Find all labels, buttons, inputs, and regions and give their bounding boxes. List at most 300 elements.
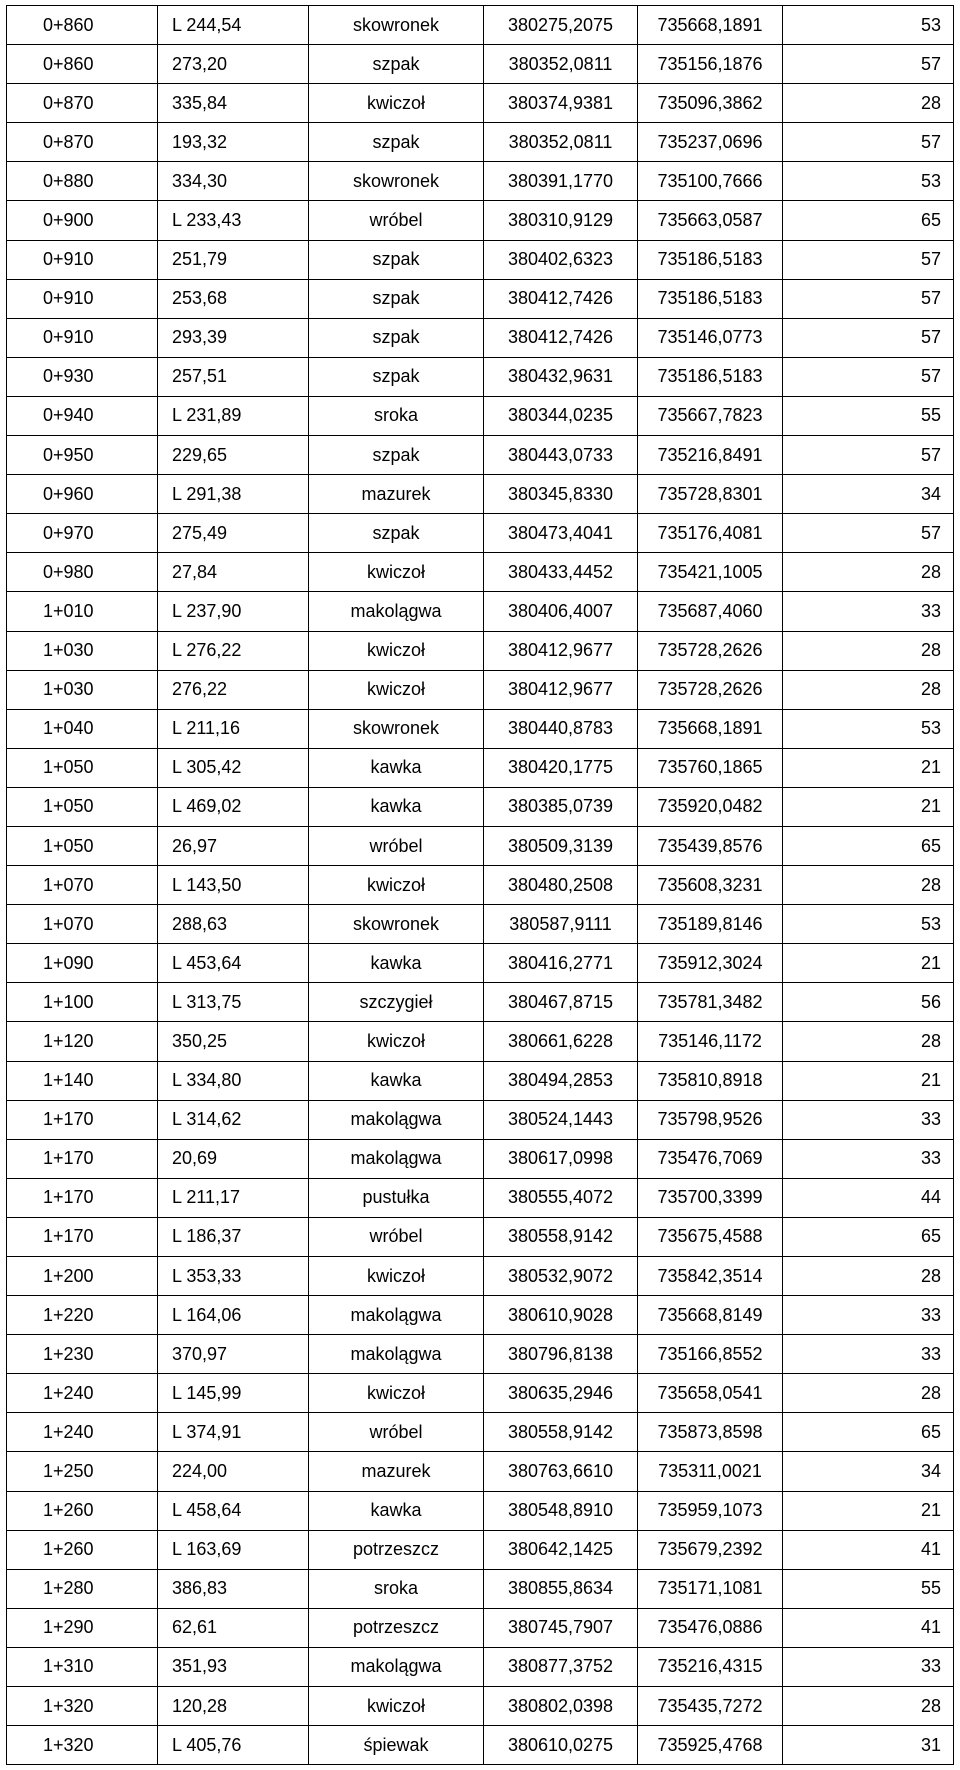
- number-cell: 21: [783, 787, 954, 826]
- species-cell: skowronek: [309, 709, 484, 748]
- table-body: [7, 6, 954, 1765]
- number-cell: 33: [783, 1100, 954, 1139]
- species-cell: szpak: [309, 357, 484, 396]
- species-cell: wróbel: [309, 826, 484, 865]
- distance-cell: 351,93: [158, 1647, 309, 1686]
- coord-x-cell: 380548,8910: [484, 1491, 638, 1530]
- table-row: [7, 6, 954, 45]
- number-cell: 53: [783, 709, 954, 748]
- coord-y-cell: 735146,1172: [638, 1022, 783, 1061]
- chainage-cell: 0+860: [7, 45, 158, 84]
- table-row: [7, 201, 954, 240]
- coord-x-cell: 380344,0235: [484, 396, 638, 435]
- coord-x-cell: 380412,9677: [484, 670, 638, 709]
- distance-cell: 335,84: [158, 84, 309, 123]
- number-cell: 57: [783, 318, 954, 357]
- number-cell: 57: [783, 279, 954, 318]
- coord-y-cell: 735421,1005: [638, 553, 783, 592]
- chainage-cell: 1+170: [7, 1217, 158, 1256]
- distance-cell: L 305,42: [158, 748, 309, 787]
- chainage-cell: 1+170: [7, 1139, 158, 1178]
- species-cell: sroka: [309, 1569, 484, 1608]
- chainage-cell: 0+930: [7, 357, 158, 396]
- table-row: [7, 357, 954, 396]
- species-cell: sroka: [309, 396, 484, 435]
- coord-y-cell: 735667,7823: [638, 396, 783, 435]
- table-row: [7, 396, 954, 435]
- coord-y-cell: 735146,0773: [638, 318, 783, 357]
- coord-x-cell: 380391,1770: [484, 162, 638, 201]
- chainage-cell: 1+100: [7, 983, 158, 1022]
- number-cell: 28: [783, 631, 954, 670]
- coord-y-cell: 735873,8598: [638, 1413, 783, 1452]
- coord-y-cell: 735798,9526: [638, 1100, 783, 1139]
- table-row: [7, 1217, 954, 1256]
- distance-cell: 251,79: [158, 240, 309, 279]
- coord-x-cell: 380494,2853: [484, 1061, 638, 1100]
- distance-cell: 253,68: [158, 279, 309, 318]
- coord-x-cell: 380661,6228: [484, 1022, 638, 1061]
- table-row: [7, 1608, 954, 1647]
- chainage-cell: 0+950: [7, 436, 158, 475]
- number-cell: 21: [783, 1491, 954, 1530]
- chainage-cell: 1+230: [7, 1335, 158, 1374]
- chainage-cell: 0+870: [7, 84, 158, 123]
- number-cell: 33: [783, 1647, 954, 1686]
- coord-x-cell: 380642,1425: [484, 1530, 638, 1569]
- table-row: [7, 592, 954, 631]
- coord-x-cell: 380443,0733: [484, 436, 638, 475]
- number-cell: 57: [783, 514, 954, 553]
- distance-cell: 275,49: [158, 514, 309, 553]
- distance-cell: 120,28: [158, 1687, 309, 1726]
- coord-x-cell: 380420,1775: [484, 748, 638, 787]
- table-row: [7, 944, 954, 983]
- coord-y-cell: 735096,3862: [638, 84, 783, 123]
- distance-cell: 20,69: [158, 1139, 309, 1178]
- chainage-cell: 1+170: [7, 1178, 158, 1217]
- table-row: [7, 787, 954, 826]
- coord-x-cell: 380345,8330: [484, 475, 638, 514]
- distance-cell: 62,61: [158, 1608, 309, 1647]
- species-cell: szpak: [309, 279, 484, 318]
- number-cell: 33: [783, 592, 954, 631]
- table-row: [7, 748, 954, 787]
- coord-y-cell: 735189,8146: [638, 905, 783, 944]
- species-cell: wróbel: [309, 201, 484, 240]
- number-cell: 21: [783, 944, 954, 983]
- coord-y-cell: 735959,1073: [638, 1491, 783, 1530]
- coord-y-cell: 735156,1876: [638, 45, 783, 84]
- number-cell: 65: [783, 1413, 954, 1452]
- table-row: [7, 475, 954, 514]
- coord-x-cell: 380433,4452: [484, 553, 638, 592]
- coord-y-cell: 735925,4768: [638, 1726, 783, 1765]
- species-cell: kwiczoł: [309, 553, 484, 592]
- coord-y-cell: 735668,1891: [638, 709, 783, 748]
- coord-y-cell: 735675,4588: [638, 1217, 783, 1256]
- species-cell: wróbel: [309, 1413, 484, 1452]
- number-cell: 41: [783, 1608, 954, 1647]
- number-cell: 55: [783, 1569, 954, 1608]
- coord-y-cell: 735435,7272: [638, 1687, 783, 1726]
- distance-cell: 276,22: [158, 670, 309, 709]
- coord-y-cell: 735663,0587: [638, 201, 783, 240]
- number-cell: 57: [783, 45, 954, 84]
- number-cell: 44: [783, 1178, 954, 1217]
- species-cell: kwiczoł: [309, 84, 484, 123]
- chainage-cell: 1+070: [7, 866, 158, 905]
- number-cell: 28: [783, 553, 954, 592]
- table-row: [7, 1335, 954, 1374]
- coord-y-cell: 735186,5183: [638, 357, 783, 396]
- distance-cell: 273,20: [158, 45, 309, 84]
- coord-x-cell: 380610,0275: [484, 1726, 638, 1765]
- distance-cell: L 211,16: [158, 709, 309, 748]
- number-cell: 53: [783, 162, 954, 201]
- species-cell: kwiczoł: [309, 670, 484, 709]
- chainage-cell: 1+090: [7, 944, 158, 983]
- coord-y-cell: 735687,4060: [638, 592, 783, 631]
- distance-cell: L 276,22: [158, 631, 309, 670]
- distance-cell: L 237,90: [158, 592, 309, 631]
- table-row: [7, 514, 954, 553]
- number-cell: 33: [783, 1139, 954, 1178]
- table-row: [7, 1296, 954, 1335]
- table-row: [7, 1687, 954, 1726]
- distance-cell: L 458,64: [158, 1491, 309, 1530]
- coord-y-cell: 735166,8552: [638, 1335, 783, 1374]
- coord-x-cell: 380412,7426: [484, 318, 638, 357]
- chainage-cell: 1+200: [7, 1257, 158, 1296]
- coord-y-cell: 735216,8491: [638, 436, 783, 475]
- species-cell: potrzeszcz: [309, 1530, 484, 1569]
- distance-cell: L 374,91: [158, 1413, 309, 1452]
- chainage-cell: 1+040: [7, 709, 158, 748]
- coord-x-cell: 380440,8783: [484, 709, 638, 748]
- species-cell: szpak: [309, 45, 484, 84]
- number-cell: 28: [783, 1687, 954, 1726]
- coord-y-cell: 735439,8576: [638, 826, 783, 865]
- table-row: [7, 162, 954, 201]
- number-cell: 28: [783, 866, 954, 905]
- distance-cell: L 233,43: [158, 201, 309, 240]
- distance-cell: L 313,75: [158, 983, 309, 1022]
- distance-cell: L 353,33: [158, 1257, 309, 1296]
- table-row: [7, 1530, 954, 1569]
- coord-x-cell: 380310,9129: [484, 201, 638, 240]
- chainage-cell: 0+870: [7, 123, 158, 162]
- coord-y-cell: 735679,2392: [638, 1530, 783, 1569]
- species-cell: kawka: [309, 1061, 484, 1100]
- chainage-cell: 1+290: [7, 1608, 158, 1647]
- distance-cell: 334,30: [158, 162, 309, 201]
- chainage-cell: 1+310: [7, 1647, 158, 1686]
- distance-cell: 350,25: [158, 1022, 309, 1061]
- distance-cell: L 334,80: [158, 1061, 309, 1100]
- table-row: [7, 1491, 954, 1530]
- chainage-cell: 0+910: [7, 279, 158, 318]
- chainage-cell: 0+860: [7, 6, 158, 45]
- distance-cell: L 163,69: [158, 1530, 309, 1569]
- coord-y-cell: 735920,0482: [638, 787, 783, 826]
- coord-x-cell: 380558,9142: [484, 1413, 638, 1452]
- coord-y-cell: 735912,3024: [638, 944, 783, 983]
- table-row: [7, 1647, 954, 1686]
- species-cell: makolągwa: [309, 1296, 484, 1335]
- table-row: [7, 1257, 954, 1296]
- coord-y-cell: 735186,5183: [638, 240, 783, 279]
- number-cell: 31: [783, 1726, 954, 1765]
- species-cell: makolągwa: [309, 1139, 484, 1178]
- table-row: [7, 905, 954, 944]
- number-cell: 34: [783, 475, 954, 514]
- chainage-cell: 1+050: [7, 826, 158, 865]
- chainage-cell: 1+050: [7, 748, 158, 787]
- species-cell: kawka: [309, 748, 484, 787]
- coord-y-cell: 735728,8301: [638, 475, 783, 514]
- number-cell: 28: [783, 84, 954, 123]
- distance-cell: L 314,62: [158, 1100, 309, 1139]
- number-cell: 21: [783, 748, 954, 787]
- coord-x-cell: 380352,0811: [484, 45, 638, 84]
- species-cell: potrzeszcz: [309, 1608, 484, 1647]
- coord-y-cell: 735700,3399: [638, 1178, 783, 1217]
- distance-cell: L 145,99: [158, 1374, 309, 1413]
- coord-x-cell: 380432,9631: [484, 357, 638, 396]
- number-cell: 28: [783, 670, 954, 709]
- table-row: [7, 670, 954, 709]
- chainage-cell: 1+070: [7, 905, 158, 944]
- coord-y-cell: 735781,3482: [638, 983, 783, 1022]
- distance-cell: 27,84: [158, 553, 309, 592]
- table-row: [7, 1061, 954, 1100]
- coord-x-cell: 380610,9028: [484, 1296, 638, 1335]
- table-row: [7, 84, 954, 123]
- distance-cell: 288,63: [158, 905, 309, 944]
- coord-x-cell: 380374,9381: [484, 84, 638, 123]
- coord-x-cell: 380587,9111: [484, 905, 638, 944]
- species-cell: śpiewak: [309, 1726, 484, 1765]
- number-cell: 57: [783, 240, 954, 279]
- species-cell: mazurek: [309, 475, 484, 514]
- coord-x-cell: 380558,9142: [484, 1217, 638, 1256]
- distance-cell: 26,97: [158, 826, 309, 865]
- species-cell: skowronek: [309, 162, 484, 201]
- coord-x-cell: 380796,8138: [484, 1335, 638, 1374]
- coord-x-cell: 380532,9072: [484, 1257, 638, 1296]
- number-cell: 33: [783, 1335, 954, 1374]
- table-row: [7, 45, 954, 84]
- distance-cell: 293,39: [158, 318, 309, 357]
- chainage-cell: 1+280: [7, 1569, 158, 1608]
- species-cell: kawka: [309, 1491, 484, 1530]
- table-row: [7, 240, 954, 279]
- species-cell: kawka: [309, 787, 484, 826]
- number-cell: 57: [783, 436, 954, 475]
- table-row: [7, 709, 954, 748]
- chainage-cell: 1+250: [7, 1452, 158, 1491]
- coord-x-cell: 380467,8715: [484, 983, 638, 1022]
- number-cell: 55: [783, 396, 954, 435]
- chainage-cell: 1+240: [7, 1374, 158, 1413]
- chainage-cell: 0+910: [7, 318, 158, 357]
- table-row: [7, 983, 954, 1022]
- coord-x-cell: 380855,8634: [484, 1569, 638, 1608]
- chainage-cell: 1+320: [7, 1726, 158, 1765]
- number-cell: 65: [783, 1217, 954, 1256]
- species-cell: makolągwa: [309, 1100, 484, 1139]
- table-row: [7, 866, 954, 905]
- table-row: [7, 1374, 954, 1413]
- coord-x-cell: 380763,6610: [484, 1452, 638, 1491]
- coord-x-cell: 380352,0811: [484, 123, 638, 162]
- number-cell: 21: [783, 1061, 954, 1100]
- coord-y-cell: 735476,7069: [638, 1139, 783, 1178]
- chainage-cell: 0+940: [7, 396, 158, 435]
- coord-y-cell: 735668,8149: [638, 1296, 783, 1335]
- species-cell: szpak: [309, 123, 484, 162]
- distance-cell: 224,00: [158, 1452, 309, 1491]
- coord-x-cell: 380877,3752: [484, 1647, 638, 1686]
- coord-x-cell: 380406,4007: [484, 592, 638, 631]
- number-cell: 28: [783, 1022, 954, 1061]
- species-cell: szpak: [309, 240, 484, 279]
- chainage-cell: 1+120: [7, 1022, 158, 1061]
- coord-y-cell: 735216,4315: [638, 1647, 783, 1686]
- coord-y-cell: 735810,8918: [638, 1061, 783, 1100]
- coord-y-cell: 735728,2626: [638, 670, 783, 709]
- species-cell: kwiczoł: [309, 866, 484, 905]
- coord-y-cell: 735728,2626: [638, 631, 783, 670]
- number-cell: 57: [783, 123, 954, 162]
- species-cell: kawka: [309, 944, 484, 983]
- chainage-cell: 1+260: [7, 1530, 158, 1569]
- species-cell: skowronek: [309, 905, 484, 944]
- coord-x-cell: 380412,9677: [484, 631, 638, 670]
- distance-cell: L 469,02: [158, 787, 309, 826]
- number-cell: 57: [783, 357, 954, 396]
- coord-x-cell: 380412,7426: [484, 279, 638, 318]
- coord-x-cell: 380480,2508: [484, 866, 638, 905]
- species-cell: szczygieł: [309, 983, 484, 1022]
- species-cell: makolągwa: [309, 1335, 484, 1374]
- coord-y-cell: 735658,0541: [638, 1374, 783, 1413]
- chainage-cell: 1+140: [7, 1061, 158, 1100]
- coord-y-cell: 735186,5183: [638, 279, 783, 318]
- chainage-cell: 1+010: [7, 592, 158, 631]
- coord-x-cell: 380402,6323: [484, 240, 638, 279]
- table-row: [7, 1569, 954, 1608]
- distance-cell: L 211,17: [158, 1178, 309, 1217]
- coord-x-cell: 380275,2075: [484, 6, 638, 45]
- species-cell: kwiczoł: [309, 1257, 484, 1296]
- table-row: [7, 1139, 954, 1178]
- number-cell: 53: [783, 905, 954, 944]
- species-cell: kwiczoł: [309, 1687, 484, 1726]
- species-cell: kwiczoł: [309, 1374, 484, 1413]
- chainage-cell: 1+050: [7, 787, 158, 826]
- number-cell: 34: [783, 1452, 954, 1491]
- species-cell: kwiczoł: [309, 1022, 484, 1061]
- species-cell: szpak: [309, 514, 484, 553]
- number-cell: 28: [783, 1257, 954, 1296]
- distance-cell: L 453,64: [158, 944, 309, 983]
- number-cell: 56: [783, 983, 954, 1022]
- chainage-cell: 1+260: [7, 1491, 158, 1530]
- species-cell: makolągwa: [309, 1647, 484, 1686]
- coord-x-cell: 380745,7907: [484, 1608, 638, 1647]
- chainage-cell: 0+960: [7, 475, 158, 514]
- coord-y-cell: 735668,1891: [638, 6, 783, 45]
- table-row: [7, 279, 954, 318]
- coord-y-cell: 735842,3514: [638, 1257, 783, 1296]
- chainage-cell: 1+030: [7, 670, 158, 709]
- table-row: [7, 1022, 954, 1061]
- table-row: [7, 436, 954, 475]
- species-cell: pustułka: [309, 1178, 484, 1217]
- coord-y-cell: 735100,7666: [638, 162, 783, 201]
- coord-x-cell: 380635,2946: [484, 1374, 638, 1413]
- data-table-container: [6, 5, 954, 1765]
- chainage-cell: 0+980: [7, 553, 158, 592]
- distance-cell: L 164,06: [158, 1296, 309, 1335]
- species-cell: mazurek: [309, 1452, 484, 1491]
- distance-cell: 386,83: [158, 1569, 309, 1608]
- number-cell: 53: [783, 6, 954, 45]
- table-row: [7, 1100, 954, 1139]
- chainage-cell: 0+880: [7, 162, 158, 201]
- species-cell: skowronek: [309, 6, 484, 45]
- chainage-cell: 0+970: [7, 514, 158, 553]
- species-cell: wróbel: [309, 1217, 484, 1256]
- table-row: [7, 318, 954, 357]
- distance-cell: L 291,38: [158, 475, 309, 514]
- number-cell: 41: [783, 1530, 954, 1569]
- number-cell: 33: [783, 1296, 954, 1335]
- distance-cell: 370,97: [158, 1335, 309, 1374]
- coord-x-cell: 380509,3139: [484, 826, 638, 865]
- table-row: [7, 1452, 954, 1491]
- species-cell: szpak: [309, 318, 484, 357]
- distance-cell: 229,65: [158, 436, 309, 475]
- coord-y-cell: 735171,1081: [638, 1569, 783, 1608]
- distance-cell: L 405,76: [158, 1726, 309, 1765]
- chainage-cell: 1+220: [7, 1296, 158, 1335]
- coord-x-cell: 380617,0998: [484, 1139, 638, 1178]
- table-row: [7, 1413, 954, 1452]
- table-row: [7, 1726, 954, 1765]
- distance-cell: 257,51: [158, 357, 309, 396]
- coord-x-cell: 380416,2771: [484, 944, 638, 983]
- species-cell: makolągwa: [309, 592, 484, 631]
- coord-y-cell: 735608,3231: [638, 866, 783, 905]
- chainage-cell: 0+910: [7, 240, 158, 279]
- table-row: [7, 631, 954, 670]
- species-cell: kwiczoł: [309, 631, 484, 670]
- bird-observation-table: [6, 5, 954, 1765]
- chainage-cell: 1+170: [7, 1100, 158, 1139]
- coord-x-cell: 380555,4072: [484, 1178, 638, 1217]
- chainage-cell: 0+900: [7, 201, 158, 240]
- coord-y-cell: 735311,0021: [638, 1452, 783, 1491]
- number-cell: 65: [783, 201, 954, 240]
- number-cell: 65: [783, 826, 954, 865]
- coord-x-cell: 380385,0739: [484, 787, 638, 826]
- chainage-cell: 1+030: [7, 631, 158, 670]
- distance-cell: L 231,89: [158, 396, 309, 435]
- chainage-cell: 1+240: [7, 1413, 158, 1452]
